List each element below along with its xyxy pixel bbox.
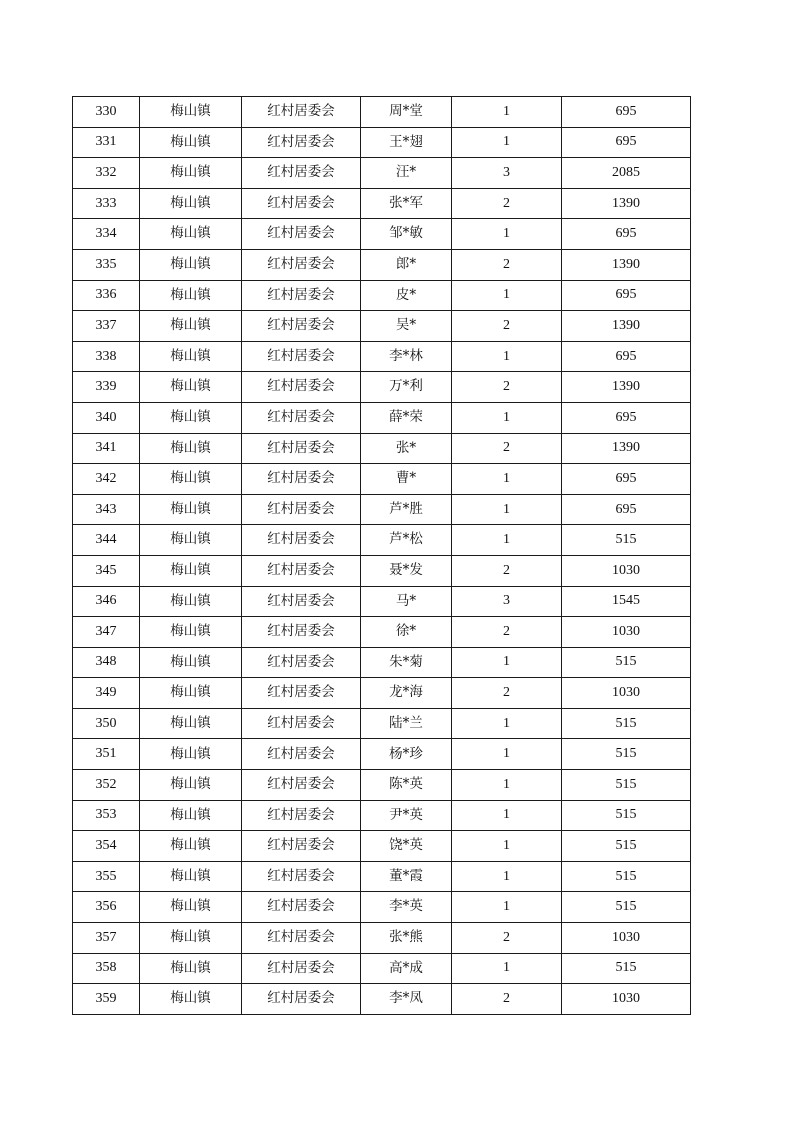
cell-amount: 1390 bbox=[562, 188, 691, 219]
cell-amount: 695 bbox=[562, 219, 691, 250]
cell-town: 梅山镇 bbox=[140, 280, 242, 311]
cell-town: 梅山镇 bbox=[140, 219, 242, 250]
cell-amount: 1030 bbox=[562, 678, 691, 709]
cell-count: 1 bbox=[452, 739, 562, 770]
cell-index: 340 bbox=[73, 402, 140, 433]
cell-count: 1 bbox=[452, 800, 562, 831]
table-row bbox=[73, 311, 691, 342]
cell-name: 陆*兰 bbox=[361, 708, 452, 739]
cell-index: 344 bbox=[73, 525, 140, 556]
cell-count: 2 bbox=[452, 984, 562, 1015]
cell-count: 2 bbox=[452, 311, 562, 342]
cell-amount: 695 bbox=[562, 464, 691, 495]
cell-name: 杨*珍 bbox=[361, 739, 452, 770]
cell-amount: 515 bbox=[562, 831, 691, 862]
cell-community: 红村居委会 bbox=[242, 464, 361, 495]
cell-amount: 1545 bbox=[562, 586, 691, 617]
table-row bbox=[73, 984, 691, 1015]
cell-index: 332 bbox=[73, 158, 140, 189]
cell-index: 342 bbox=[73, 464, 140, 495]
cell-count: 2 bbox=[452, 433, 562, 464]
table-row bbox=[73, 800, 691, 831]
cell-count: 1 bbox=[452, 708, 562, 739]
table-row bbox=[73, 892, 691, 923]
cell-name: 李*英 bbox=[361, 892, 452, 923]
table-row bbox=[73, 617, 691, 648]
cell-town: 梅山镇 bbox=[140, 341, 242, 372]
cell-name: 周*堂 bbox=[361, 97, 452, 128]
cell-amount: 1030 bbox=[562, 555, 691, 586]
cell-index: 357 bbox=[73, 923, 140, 954]
cell-town: 梅山镇 bbox=[140, 311, 242, 342]
cell-community: 红村居委会 bbox=[242, 647, 361, 678]
cell-community: 红村居委会 bbox=[242, 280, 361, 311]
cell-community: 红村居委会 bbox=[242, 892, 361, 923]
table-body bbox=[73, 97, 691, 1015]
cell-community: 红村居委会 bbox=[242, 923, 361, 954]
cell-amount: 695 bbox=[562, 341, 691, 372]
cell-town: 梅山镇 bbox=[140, 923, 242, 954]
cell-count: 2 bbox=[452, 188, 562, 219]
cell-community: 红村居委会 bbox=[242, 678, 361, 709]
cell-count: 1 bbox=[452, 831, 562, 862]
cell-count: 2 bbox=[452, 555, 562, 586]
table-row bbox=[73, 97, 691, 128]
cell-town: 梅山镇 bbox=[140, 770, 242, 801]
cell-town: 梅山镇 bbox=[140, 678, 242, 709]
cell-amount: 1030 bbox=[562, 923, 691, 954]
cell-count: 1 bbox=[452, 280, 562, 311]
cell-amount: 515 bbox=[562, 739, 691, 770]
table-row bbox=[73, 861, 691, 892]
cell-amount: 695 bbox=[562, 402, 691, 433]
cell-index: 333 bbox=[73, 188, 140, 219]
cell-amount: 1390 bbox=[562, 372, 691, 403]
cell-community: 红村居委会 bbox=[242, 586, 361, 617]
cell-community: 红村居委会 bbox=[242, 402, 361, 433]
cell-index: 359 bbox=[73, 984, 140, 1015]
cell-amount: 695 bbox=[562, 127, 691, 158]
cell-town: 梅山镇 bbox=[140, 708, 242, 739]
cell-community: 红村居委会 bbox=[242, 249, 361, 280]
cell-community: 红村居委会 bbox=[242, 341, 361, 372]
cell-index: 347 bbox=[73, 617, 140, 648]
cell-name: 芦*松 bbox=[361, 525, 452, 556]
cell-town: 梅山镇 bbox=[140, 647, 242, 678]
table-row bbox=[73, 219, 691, 250]
cell-count: 1 bbox=[452, 494, 562, 525]
cell-name: 马* bbox=[361, 586, 452, 617]
cell-community: 红村居委会 bbox=[242, 555, 361, 586]
table-row bbox=[73, 127, 691, 158]
cell-name: 龙*海 bbox=[361, 678, 452, 709]
cell-name: 徐* bbox=[361, 617, 452, 648]
cell-index: 356 bbox=[73, 892, 140, 923]
cell-community: 红村居委会 bbox=[242, 219, 361, 250]
table-row bbox=[73, 739, 691, 770]
cell-name: 朱*菊 bbox=[361, 647, 452, 678]
cell-count: 1 bbox=[452, 770, 562, 801]
cell-community: 红村居委会 bbox=[242, 433, 361, 464]
cell-index: 345 bbox=[73, 555, 140, 586]
cell-town: 梅山镇 bbox=[140, 739, 242, 770]
cell-name: 聂*发 bbox=[361, 555, 452, 586]
cell-count: 2 bbox=[452, 372, 562, 403]
cell-town: 梅山镇 bbox=[140, 555, 242, 586]
table-row bbox=[73, 280, 691, 311]
cell-town: 梅山镇 bbox=[140, 892, 242, 923]
cell-count: 1 bbox=[452, 953, 562, 984]
cell-town: 梅山镇 bbox=[140, 97, 242, 128]
table-row bbox=[73, 525, 691, 556]
cell-community: 红村居委会 bbox=[242, 494, 361, 525]
cell-name: 张* bbox=[361, 433, 452, 464]
cell-name: 曹* bbox=[361, 464, 452, 495]
cell-index: 336 bbox=[73, 280, 140, 311]
cell-amount: 1030 bbox=[562, 617, 691, 648]
table-row bbox=[73, 647, 691, 678]
cell-name: 董*霞 bbox=[361, 861, 452, 892]
cell-town: 梅山镇 bbox=[140, 464, 242, 495]
cell-community: 红村居委会 bbox=[242, 127, 361, 158]
table-row bbox=[73, 678, 691, 709]
cell-count: 3 bbox=[452, 586, 562, 617]
cell-town: 梅山镇 bbox=[140, 953, 242, 984]
cell-community: 红村居委会 bbox=[242, 770, 361, 801]
cell-amount: 1390 bbox=[562, 311, 691, 342]
cell-amount: 695 bbox=[562, 494, 691, 525]
table-row bbox=[73, 249, 691, 280]
cell-amount: 1390 bbox=[562, 249, 691, 280]
cell-town: 梅山镇 bbox=[140, 984, 242, 1015]
cell-town: 梅山镇 bbox=[140, 188, 242, 219]
cell-count: 1 bbox=[452, 402, 562, 433]
cell-community: 红村居委会 bbox=[242, 525, 361, 556]
cell-name: 芦*胜 bbox=[361, 494, 452, 525]
cell-amount: 515 bbox=[562, 861, 691, 892]
cell-community: 红村居委会 bbox=[242, 188, 361, 219]
cell-name: 张*熊 bbox=[361, 923, 452, 954]
cell-community: 红村居委会 bbox=[242, 158, 361, 189]
cell-amount: 515 bbox=[562, 892, 691, 923]
cell-name: 皮* bbox=[361, 280, 452, 311]
cell-community: 红村居委会 bbox=[242, 984, 361, 1015]
cell-index: 339 bbox=[73, 372, 140, 403]
cell-town: 梅山镇 bbox=[140, 586, 242, 617]
table-row bbox=[73, 923, 691, 954]
cell-index: 352 bbox=[73, 770, 140, 801]
cell-amount: 515 bbox=[562, 708, 691, 739]
table-row bbox=[73, 770, 691, 801]
cell-name: 尹*英 bbox=[361, 800, 452, 831]
cell-name: 李*凤 bbox=[361, 984, 452, 1015]
cell-amount: 2085 bbox=[562, 158, 691, 189]
cell-index: 351 bbox=[73, 739, 140, 770]
cell-index: 358 bbox=[73, 953, 140, 984]
cell-name: 吴* bbox=[361, 311, 452, 342]
cell-index: 334 bbox=[73, 219, 140, 250]
cell-index: 341 bbox=[73, 433, 140, 464]
cell-index: 335 bbox=[73, 249, 140, 280]
cell-name: 薛*荣 bbox=[361, 402, 452, 433]
table-row bbox=[73, 464, 691, 495]
cell-count: 1 bbox=[452, 464, 562, 495]
cell-index: 346 bbox=[73, 586, 140, 617]
cell-index: 350 bbox=[73, 708, 140, 739]
table-row bbox=[73, 433, 691, 464]
cell-amount: 515 bbox=[562, 800, 691, 831]
cell-name: 万*利 bbox=[361, 372, 452, 403]
cell-count: 2 bbox=[452, 617, 562, 648]
cell-amount: 515 bbox=[562, 953, 691, 984]
cell-count: 2 bbox=[452, 923, 562, 954]
cell-town: 梅山镇 bbox=[140, 433, 242, 464]
cell-index: 331 bbox=[73, 127, 140, 158]
cell-amount: 695 bbox=[562, 280, 691, 311]
cell-town: 梅山镇 bbox=[140, 372, 242, 403]
cell-town: 梅山镇 bbox=[140, 249, 242, 280]
cell-name: 汪* bbox=[361, 158, 452, 189]
cell-community: 红村居委会 bbox=[242, 617, 361, 648]
cell-community: 红村居委会 bbox=[242, 97, 361, 128]
cell-index: 330 bbox=[73, 97, 140, 128]
table-row bbox=[73, 158, 691, 189]
table-row bbox=[73, 494, 691, 525]
cell-town: 梅山镇 bbox=[140, 861, 242, 892]
cell-community: 红村居委会 bbox=[242, 831, 361, 862]
cell-community: 红村居委会 bbox=[242, 861, 361, 892]
cell-amount: 695 bbox=[562, 97, 691, 128]
cell-index: 353 bbox=[73, 800, 140, 831]
cell-town: 梅山镇 bbox=[140, 831, 242, 862]
table-row bbox=[73, 402, 691, 433]
cell-count: 3 bbox=[452, 158, 562, 189]
cell-index: 355 bbox=[73, 861, 140, 892]
cell-count: 1 bbox=[452, 127, 562, 158]
cell-index: 337 bbox=[73, 311, 140, 342]
cell-community: 红村居委会 bbox=[242, 708, 361, 739]
cell-count: 1 bbox=[452, 219, 562, 250]
cell-name: 高*成 bbox=[361, 953, 452, 984]
data-table bbox=[72, 96, 691, 1015]
cell-amount: 515 bbox=[562, 647, 691, 678]
cell-index: 338 bbox=[73, 341, 140, 372]
cell-name: 饶*英 bbox=[361, 831, 452, 862]
cell-community: 红村居委会 bbox=[242, 311, 361, 342]
cell-count: 1 bbox=[452, 647, 562, 678]
table-row bbox=[73, 586, 691, 617]
cell-community: 红村居委会 bbox=[242, 800, 361, 831]
cell-index: 348 bbox=[73, 647, 140, 678]
table-row bbox=[73, 188, 691, 219]
cell-community: 红村居委会 bbox=[242, 372, 361, 403]
cell-count: 1 bbox=[452, 892, 562, 923]
table-row bbox=[73, 341, 691, 372]
cell-count: 1 bbox=[452, 341, 562, 372]
cell-index: 354 bbox=[73, 831, 140, 862]
table-row bbox=[73, 372, 691, 403]
cell-name: 张*军 bbox=[361, 188, 452, 219]
cell-name: 邹*敏 bbox=[361, 219, 452, 250]
cell-name: 王*翅 bbox=[361, 127, 452, 158]
cell-name: 郎* bbox=[361, 249, 452, 280]
cell-town: 梅山镇 bbox=[140, 494, 242, 525]
cell-amount: 515 bbox=[562, 770, 691, 801]
cell-count: 2 bbox=[452, 249, 562, 280]
cell-count: 1 bbox=[452, 525, 562, 556]
cell-amount: 515 bbox=[562, 525, 691, 556]
table-row bbox=[73, 953, 691, 984]
cell-count: 2 bbox=[452, 678, 562, 709]
cell-count: 1 bbox=[452, 861, 562, 892]
cell-town: 梅山镇 bbox=[140, 800, 242, 831]
cell-count: 1 bbox=[452, 97, 562, 128]
cell-index: 349 bbox=[73, 678, 140, 709]
cell-amount: 1390 bbox=[562, 433, 691, 464]
cell-town: 梅山镇 bbox=[140, 158, 242, 189]
cell-community: 红村居委会 bbox=[242, 953, 361, 984]
table-row bbox=[73, 555, 691, 586]
cell-town: 梅山镇 bbox=[140, 402, 242, 433]
table-row bbox=[73, 831, 691, 862]
cell-amount: 1030 bbox=[562, 984, 691, 1015]
cell-town: 梅山镇 bbox=[140, 617, 242, 648]
cell-name: 李*林 bbox=[361, 341, 452, 372]
cell-name: 陈*英 bbox=[361, 770, 452, 801]
cell-town: 梅山镇 bbox=[140, 127, 242, 158]
cell-community: 红村居委会 bbox=[242, 739, 361, 770]
cell-index: 343 bbox=[73, 494, 140, 525]
cell-town: 梅山镇 bbox=[140, 525, 242, 556]
table-row bbox=[73, 708, 691, 739]
